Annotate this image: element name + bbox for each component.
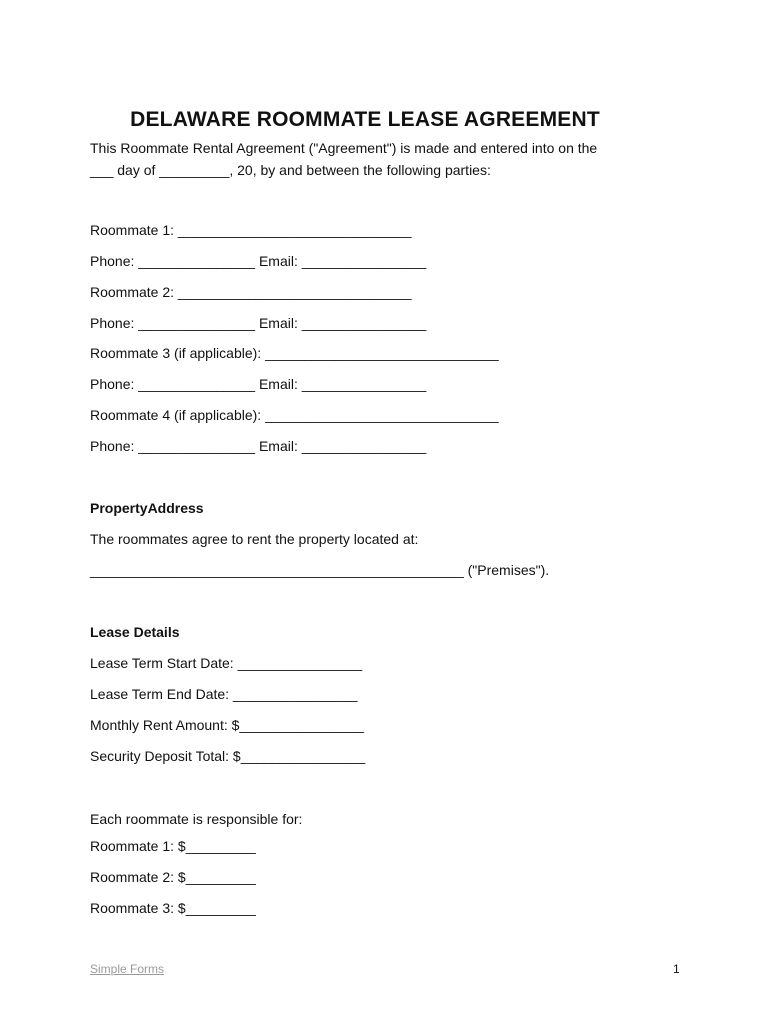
page-number: 1	[673, 962, 680, 976]
intro-line-2: ___ day of _________, 20, by and between the following parties:	[90, 162, 491, 178]
roommate-1-line: Roommate 1: ______________________________	[90, 222, 412, 238]
lease-end-line: Lease Term End Date: ________________	[90, 686, 358, 702]
property-text: The roommates agree to rent the property located at:	[90, 531, 419, 547]
lease-details-heading: Lease Details	[90, 624, 180, 640]
roommate-2-line: Roommate 2: ______________________________	[90, 284, 412, 300]
roommate-3-contact-line: Phone: _______________ Email: ________________	[90, 376, 427, 392]
lease-start-line: Lease Term Start Date: ________________	[90, 655, 363, 671]
premises-line: ________________________________________________ ("Premises").	[90, 562, 550, 578]
roommate-2-contact-line: Phone: _______________ Email: ________________	[90, 315, 427, 331]
property-address-heading: PropertyAddress	[90, 500, 204, 516]
page-title: DELAWARE ROOMMATE LEASE AGREEMENT	[130, 108, 600, 131]
roommate-1-contact-line: Phone: _______________ Email: ________________	[90, 253, 427, 269]
roommate-4-contact-line: Phone: _______________ Email: ________________	[90, 438, 427, 454]
monthly-rent-line: Monthly Rent Amount: $________________	[90, 717, 364, 733]
responsibility-text: Each roommate is responsible for:	[90, 811, 303, 827]
roommate-3-share-line: Roommate 3: $_________	[90, 900, 256, 916]
roommate-2-share-line: Roommate 2: $_________	[90, 869, 256, 885]
security-deposit-line: Security Deposit Total: $________________	[90, 748, 366, 764]
roommate-4-line: Roommate 4 (if applicable): ______________________________	[90, 407, 499, 423]
roommate-1-share-line: Roommate 1: $_________	[90, 838, 256, 854]
roommate-3-line: Roommate 3 (if applicable): ______________________________	[90, 345, 499, 361]
simple-forms-link[interactable]: Simple Forms	[90, 962, 165, 976]
intro-line-1: This Roommate Rental Agreement ("Agreement") is made and entered into on the	[90, 140, 598, 156]
